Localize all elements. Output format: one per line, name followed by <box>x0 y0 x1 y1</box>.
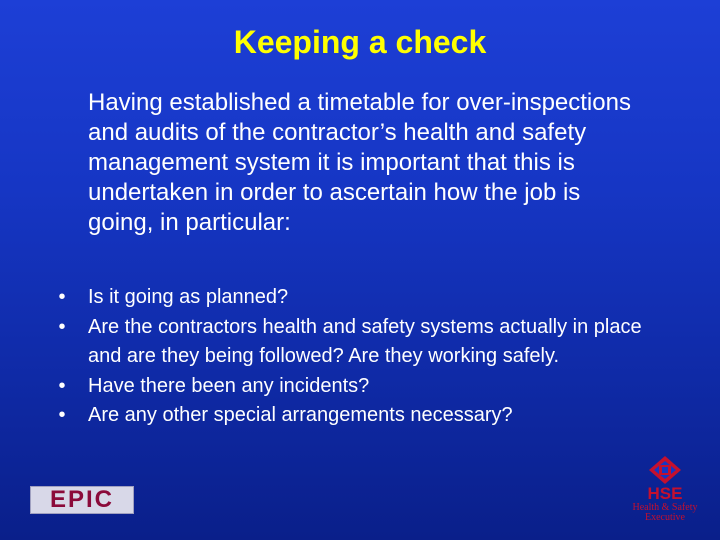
list-item <box>52 283 652 313</box>
epic-logo-text: EPIC <box>49 486 114 513</box>
bullet-text: Is it going as planned? <box>88 286 289 308</box>
bullet-list <box>52 283 652 431</box>
hse-logo-text: HSE <box>647 484 683 503</box>
hse-logo-line2: Executive <box>645 512 685 523</box>
hse-logo <box>622 455 708 527</box>
bullet-text: Are the contractors health and safety systems actually in place and are they being followed? Are they working safely. <box>88 315 642 367</box>
hse-emblem-icon <box>648 455 682 485</box>
bullet-icon: • <box>58 404 66 426</box>
bullet-text: Are any other special arrangements necessary? <box>88 404 513 426</box>
epic-logo <box>30 486 134 514</box>
hse-logo-line1: Health & Safety <box>632 502 698 513</box>
bullet-icon: • <box>58 286 66 308</box>
list-item <box>52 313 652 372</box>
intro-paragraph: Having established a timetable for over-inspections and audits of the contractor’s health and safety management system it is important that this is undertaken in order to ascertain how the job is going, in particular: <box>88 89 631 236</box>
list-item <box>52 401 652 431</box>
slide-title: Keeping a check <box>233 24 487 60</box>
list-item <box>52 372 652 402</box>
bullet-icon: • <box>58 315 66 338</box>
bullet-text: Have there been any incidents? <box>88 374 370 397</box>
bullet-icon: • <box>58 374 66 397</box>
